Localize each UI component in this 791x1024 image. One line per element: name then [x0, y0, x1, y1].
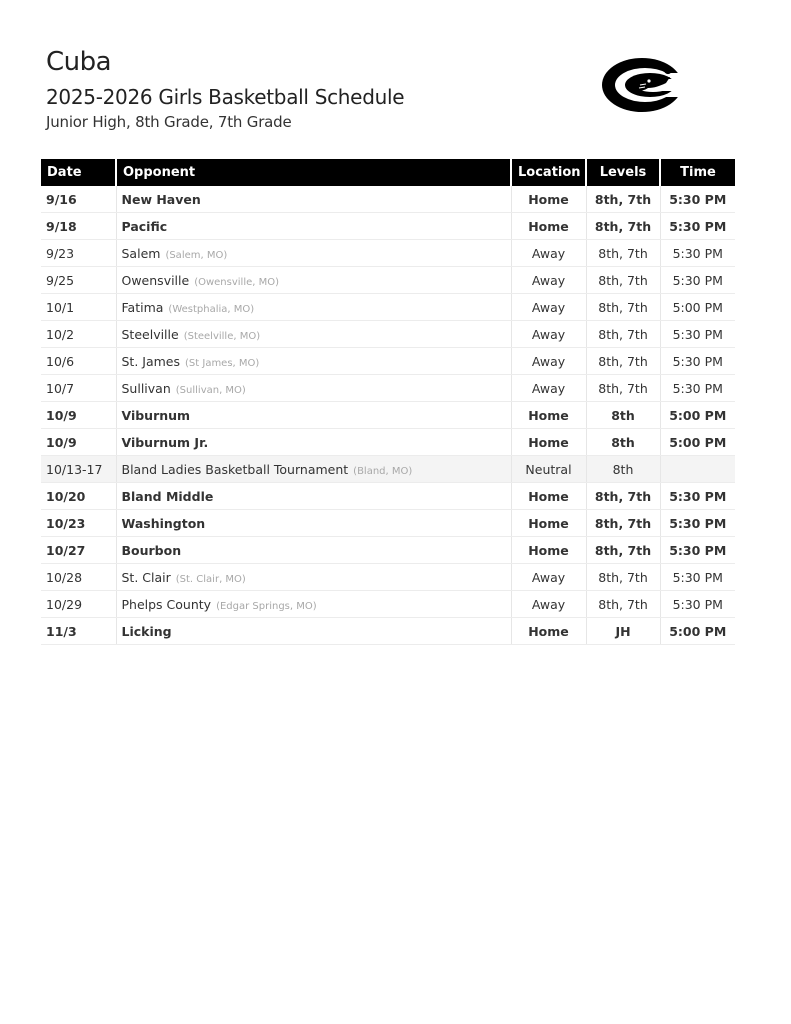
cell-opponent — [116, 294, 511, 321]
cell-date: 9/16 — [41, 186, 116, 213]
opponent-name: Licking — [121, 623, 172, 639]
cell-location: Home — [511, 402, 586, 429]
cell-levels: 8th, 7th — [586, 348, 660, 375]
cell-opponent — [116, 564, 511, 591]
cell-location: Away — [511, 321, 586, 348]
opponent-name: Fatima — [121, 299, 164, 315]
cell-location: Away — [511, 564, 586, 591]
opponent-location-note: (St James, MO) — [185, 357, 260, 369]
cell-location: Home — [511, 429, 586, 456]
table-row — [41, 510, 735, 537]
cell-location: Away — [511, 294, 586, 321]
cell-time: 5:30 PM — [660, 564, 735, 591]
cell-time: 5:30 PM — [660, 591, 735, 618]
cell-time: 5:30 PM — [660, 375, 735, 402]
cell-date: 9/18 — [41, 213, 116, 240]
opponent-location-note: (Sullivan, MO) — [175, 384, 246, 396]
cell-levels: 8th, 7th — [586, 537, 660, 564]
opponent-name: Pacific — [121, 218, 168, 234]
cell-date: 10/27 — [41, 537, 116, 564]
cell-location: Home — [511, 186, 586, 213]
opponent-location-note: (Bland, MO) — [353, 465, 413, 477]
cell-levels: 8th, 7th — [586, 483, 660, 510]
cell-opponent — [116, 375, 511, 402]
cell-date: 10/28 — [41, 564, 116, 591]
cell-location: Away — [511, 591, 586, 618]
cell-date: 10/1 — [41, 294, 116, 321]
opponent-location-note: (Steelville, MO) — [183, 330, 261, 342]
cell-date: 10/9 — [41, 429, 116, 456]
table-row — [41, 348, 735, 375]
cell-opponent — [116, 483, 511, 510]
cell-levels: 8th, 7th — [586, 240, 660, 267]
cell-time — [660, 456, 735, 483]
table-row — [41, 294, 735, 321]
opponent-location-note: (Edgar Springs, MO) — [216, 600, 317, 612]
opponent-name: St. James — [121, 353, 181, 369]
cell-location: Home — [511, 213, 586, 240]
cell-levels: 8th, 7th — [586, 591, 660, 618]
cell-time: 5:30 PM — [660, 186, 735, 213]
cell-location: Away — [511, 240, 586, 267]
cell-location: Away — [511, 348, 586, 375]
table-row — [41, 402, 735, 429]
cell-levels: 8th, 7th — [586, 267, 660, 294]
cell-location: Home — [511, 483, 586, 510]
column-header-time: Time — [660, 159, 735, 186]
cell-date: 10/23 — [41, 510, 116, 537]
cell-time: 5:00 PM — [660, 618, 735, 645]
cell-opponent — [116, 402, 511, 429]
opponent-name: Steelville — [121, 326, 179, 342]
cell-location: Home — [511, 537, 586, 564]
table-row — [41, 618, 735, 645]
opponent-name: Washington — [121, 515, 206, 531]
cell-opponent — [116, 213, 511, 240]
cell-location: Home — [511, 618, 586, 645]
cell-opponent — [116, 321, 511, 348]
cuba-wildcat-logo-icon — [600, 54, 688, 116]
cell-levels: 8th, 7th — [586, 564, 660, 591]
opponent-name: Phelps County — [121, 596, 212, 612]
cell-location: Away — [511, 267, 586, 294]
opponent-name: Viburnum Jr. — [121, 434, 209, 450]
cell-time: 5:30 PM — [660, 321, 735, 348]
opponent-name: St. Clair — [121, 569, 171, 585]
cell-time: 5:30 PM — [660, 240, 735, 267]
opponent-name: Bland Ladies Basketball Tournament — [121, 461, 349, 477]
cell-opponent — [116, 240, 511, 267]
table-row — [41, 240, 735, 267]
table-row — [41, 564, 735, 591]
cell-levels: 8th — [586, 402, 660, 429]
table-row — [41, 456, 735, 483]
cell-time: 5:30 PM — [660, 213, 735, 240]
cell-date: 10/2 — [41, 321, 116, 348]
cell-opponent — [116, 429, 511, 456]
cell-levels: 8th, 7th — [586, 294, 660, 321]
opponent-name: Bourbon — [121, 542, 182, 558]
cell-time: 5:00 PM — [660, 402, 735, 429]
cell-time: 5:30 PM — [660, 348, 735, 375]
cell-opponent — [116, 456, 511, 483]
table-row — [41, 267, 735, 294]
cell-date: 10/7 — [41, 375, 116, 402]
cell-levels: 8th, 7th — [586, 375, 660, 402]
cell-date: 10/13-17 — [41, 456, 116, 483]
opponent-location-note: (St. Clair, MO) — [175, 573, 246, 585]
cell-date: 9/23 — [41, 240, 116, 267]
cell-location: Neutral — [511, 456, 586, 483]
table-header-row — [41, 159, 735, 186]
opponent-name: Salem — [121, 245, 161, 261]
cell-date: 10/6 — [41, 348, 116, 375]
opponent-name: Bland Middle — [121, 488, 214, 504]
table-row — [41, 375, 735, 402]
cell-time: 5:30 PM — [660, 267, 735, 294]
cell-levels: 8th — [586, 429, 660, 456]
opponent-location-note: (Salem, MO) — [165, 249, 228, 261]
opponent-location-note: (Westphalia, MO) — [168, 303, 255, 315]
schedule-header — [46, 46, 404, 132]
cell-time: 5:00 PM — [660, 429, 735, 456]
cell-opponent — [116, 348, 511, 375]
table-row — [41, 483, 735, 510]
cell-levels: 8th, 7th — [586, 510, 660, 537]
opponent-name: New Haven — [121, 191, 201, 207]
table-row — [41, 213, 735, 240]
table-row — [41, 321, 735, 348]
cell-time: 5:30 PM — [660, 483, 735, 510]
cell-date: 10/20 — [41, 483, 116, 510]
schedule-table — [41, 159, 735, 645]
opponent-name: Owensville — [121, 272, 190, 288]
cell-opponent — [116, 510, 511, 537]
cell-time: 5:30 PM — [660, 510, 735, 537]
page-title: 2025-2026 Girls Basketball Schedule — [46, 85, 405, 109]
cell-levels: JH — [586, 618, 660, 645]
cell-opponent — [116, 618, 511, 645]
cell-levels: 8th, 7th — [586, 186, 660, 213]
cell-time: 5:30 PM — [660, 537, 735, 564]
table-row — [41, 429, 735, 456]
schedule-body — [41, 186, 735, 645]
school-name: Cuba — [46, 47, 112, 77]
column-header-date: Date — [41, 159, 116, 186]
opponent-name: Sullivan — [121, 380, 171, 396]
opponent-location-note: (Owensville, MO) — [194, 276, 280, 288]
cell-levels: 8th, 7th — [586, 213, 660, 240]
cell-levels: 8th — [586, 456, 660, 483]
cell-opponent — [116, 591, 511, 618]
cell-opponent — [116, 537, 511, 564]
column-header-levels: Levels — [586, 159, 660, 186]
cell-opponent — [116, 267, 511, 294]
column-header-opponent: Opponent — [116, 159, 511, 186]
cell-location: Away — [511, 375, 586, 402]
table-row — [41, 591, 735, 618]
cell-date: 10/9 — [41, 402, 116, 429]
cell-date: 9/25 — [41, 267, 116, 294]
table-row — [41, 186, 735, 213]
cell-location: Home — [511, 510, 586, 537]
cell-time: 5:00 PM — [660, 294, 735, 321]
opponent-name: Viburnum — [121, 407, 191, 423]
column-header-location: Location — [511, 159, 586, 186]
cell-opponent — [116, 186, 511, 213]
cell-levels: 8th, 7th — [586, 321, 660, 348]
cell-date: 11/3 — [41, 618, 116, 645]
page-subtitle: Junior High, 8th Grade, 7th Grade — [46, 113, 292, 131]
table-row — [41, 537, 735, 564]
cell-date: 10/29 — [41, 591, 116, 618]
